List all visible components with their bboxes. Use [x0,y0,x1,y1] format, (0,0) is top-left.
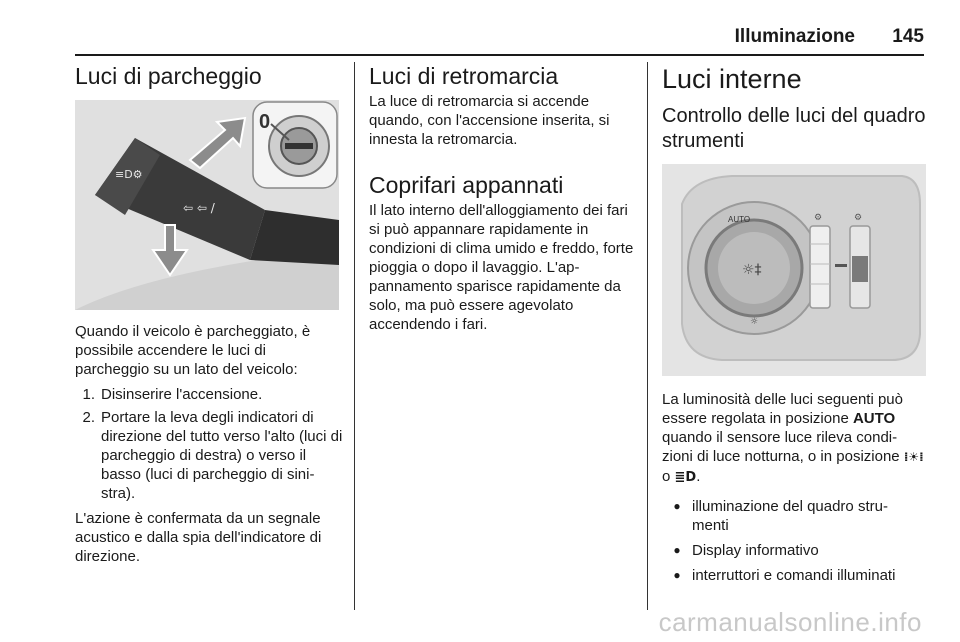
brightness-text-end: . [696,468,701,485]
bullet-text: Display informativo [692,542,819,559]
low-beam-icon: ≣D [674,470,697,485]
step-text: Disinserire l'accensione. [101,386,263,403]
step-number: 2. [82,409,95,426]
lever-symbols-text: ≡D⚙ [115,168,143,181]
list-item [662,566,926,585]
column-parking-lights [75,62,343,566]
brightness-text-or: o [662,468,675,485]
position-lights-icon: ⁞☀⁞ [903,450,924,464]
column-reverse-lights [369,62,635,334]
fogged-covers-text: Il lato interno dell'alloggiamento dei fari si può appannare rapidamente in condizioni di clima umido e freddo, forte pioggia o dopo il lavaggio. L'ap- pannamento sparisce rapidamente da solo, ma può essere agevolato accendendo i fari. [369,202,634,333]
parking-intro-text: Quando il veicolo è parcheggiato, è possibile accendere le luci di parcheggio su un lato del veicolo: [75,323,311,378]
wheel-left-symbol: ⚙ [814,213,823,223]
bullet-dot-icon: ● [673,568,681,582]
brightness-text-2: quando il sensore luce rileva condi- zioni di luce notturna, o in posizione [662,429,904,465]
column-divider-2 [647,62,648,610]
heading-fogged-covers: Coprifari appannati [369,172,564,198]
bullet-text: illuminazione del quadro stru- menti [692,498,888,534]
heading-parking-lights: Luci di parcheggio [75,63,262,89]
dimmer-wheel-left [810,226,830,308]
page-number: 145 [892,26,924,47]
sun-symbol: ☼ [750,317,759,327]
column-divider-1 [354,62,355,610]
list-item [662,497,926,535]
bullet-dot-icon: ● [673,543,681,557]
step-number: 1. [82,386,95,403]
bullet-text: interruttori e comandi illuminati [692,567,896,584]
knob-auto-label: AUTO [728,215,751,224]
dial-position-label: 0 [259,111,271,133]
figure-light-switch [662,164,926,376]
lights-bullet-list [662,497,926,585]
list-item [662,541,926,560]
step-text: Portare la leva degli indicatori di direzione del tutto verso l'alto (luci di parcheggio di destra) o verso il basso (luci di parcheggio di sini- stra). [101,409,343,502]
subheading-instrument-lights: Controllo delle luci del quadro strumenti [662,105,926,152]
list-item [75,385,343,404]
wheel-right-symbol: ⚙ [854,213,863,223]
section-title: Illuminazione [734,26,855,47]
bullet-dot-icon: ● [673,499,681,513]
fog-light-symbol: ☼‡ [742,262,762,278]
brightness-text-1: La luminosità delle luci seguenti può essere regolata in posizione [662,391,903,427]
parking-outro-text: L'azione è confermata da un segnale acustico e dalla spia dell'indicatore di direzione. [75,510,322,565]
heading-reverse-lights: Luci di retromarcia [369,63,559,89]
column-interior-lights [662,62,926,591]
reverse-lights-text: La luce di retromarcia si accende quando, con l'accensione inserita, si innesta la retromarcia. [369,93,610,148]
header-rule [75,54,924,56]
parking-steps-list [75,385,343,503]
lever-illustration [75,100,339,310]
auto-keyword: AUTO [852,410,896,427]
list-item [75,408,343,503]
heading-interior-lights: Luci interne [662,64,802,94]
light-switch-illustration [662,164,926,376]
watermark: carmanualsonline.info [658,607,922,637]
turn-arrows-text: ⇦ ⇦ / [183,201,215,215]
figure-turn-signal-lever [75,100,339,310]
page-header [0,0,960,56]
brightness-paragraph [662,390,926,487]
